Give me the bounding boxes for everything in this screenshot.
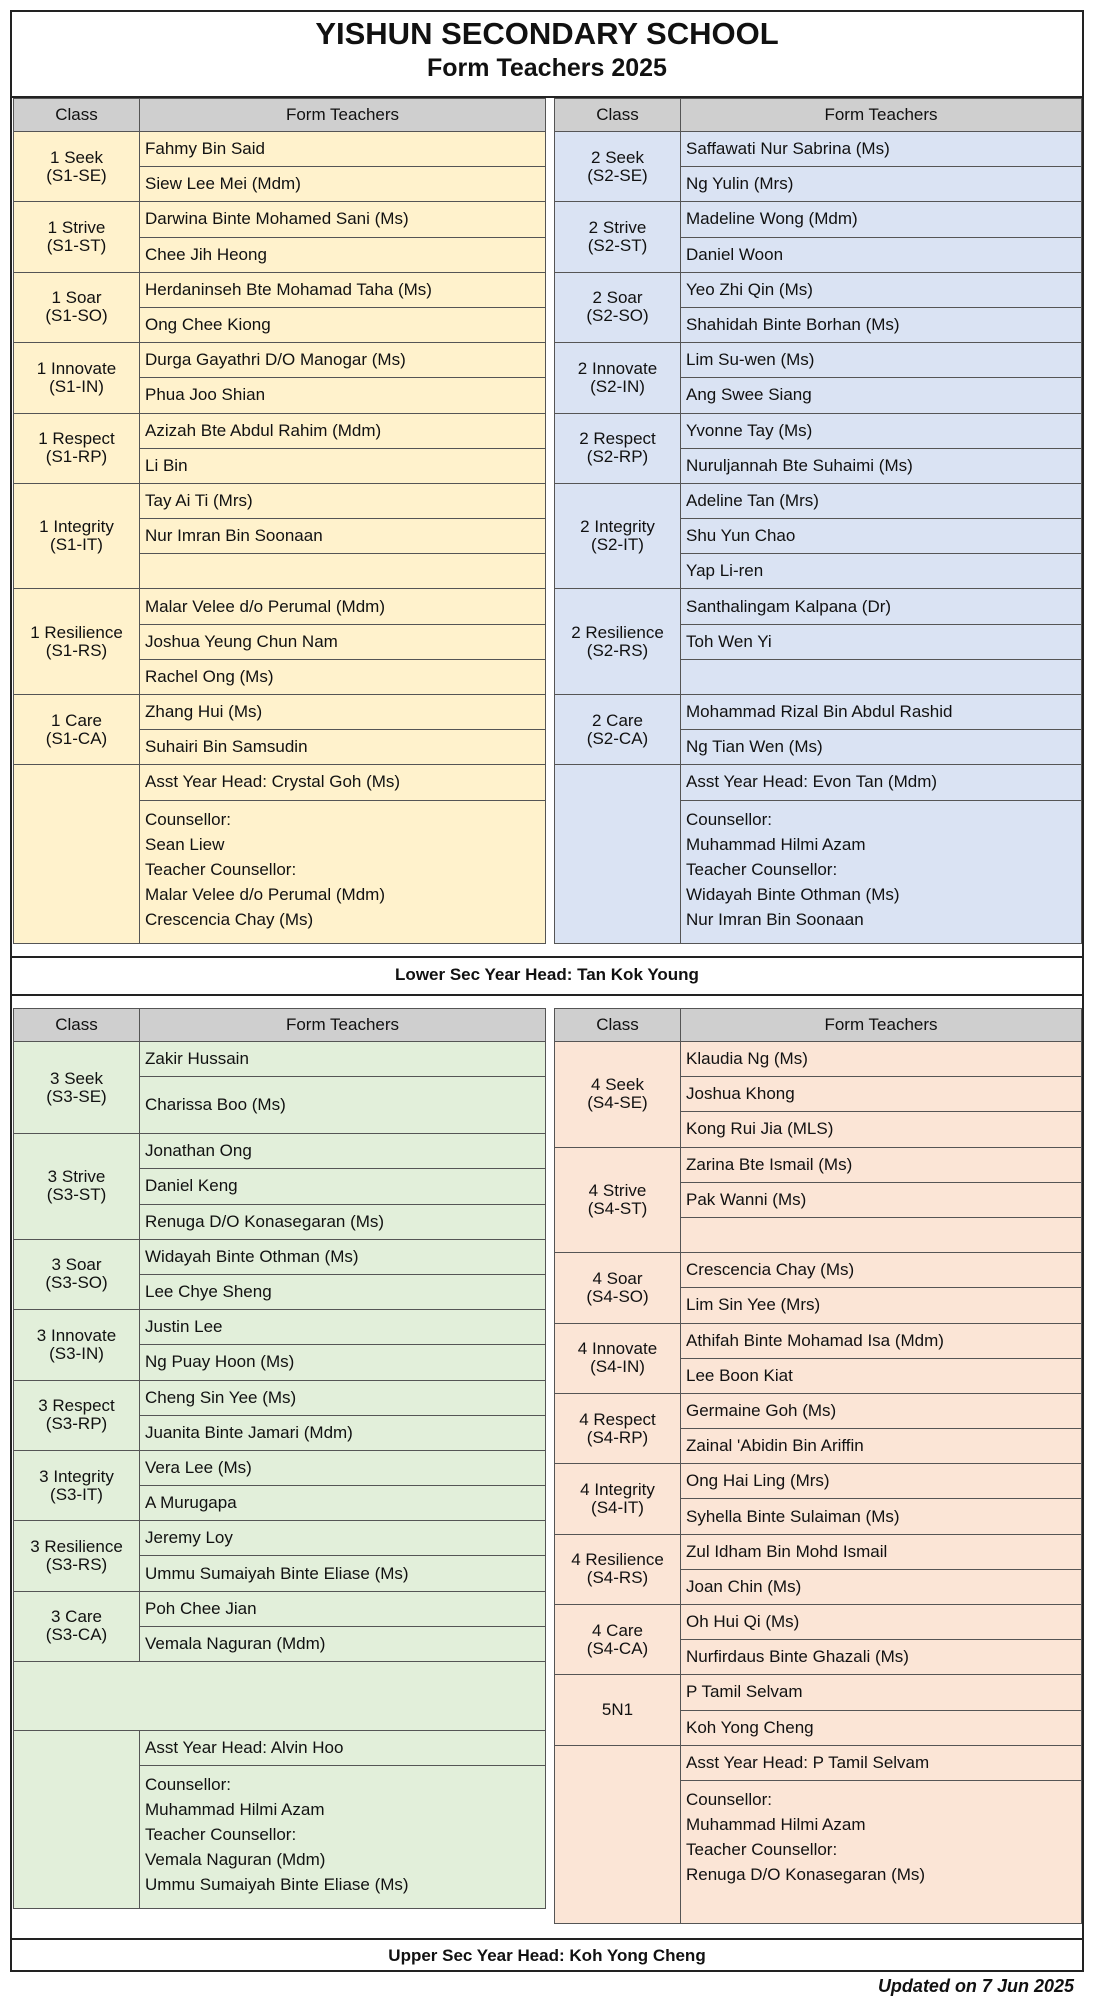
table-row xyxy=(14,1310,546,1345)
class-cell xyxy=(14,1239,140,1309)
teacher-cell: Phua Joo Shian xyxy=(140,378,546,413)
class-name: 2 Soar xyxy=(592,288,643,308)
class-cell xyxy=(555,1464,681,1534)
lower-sec-year-head: Lower Sec Year Head: Tan Kok Young xyxy=(12,956,1082,996)
class-column-header: Class xyxy=(555,1009,681,1042)
teacher-cell: Yap Li-ren xyxy=(681,554,1082,589)
sec1-table xyxy=(13,98,546,944)
class-name: 2 Resilience xyxy=(571,622,664,642)
teacher-cell: Juanita Binte Jamari (Mdm) xyxy=(140,1415,546,1450)
class-code: (S2-RS) xyxy=(586,640,649,660)
teacher-cell: Widayah Binte Othman (Ms) xyxy=(140,1239,546,1274)
table-row xyxy=(14,272,546,307)
class-code: (S1-SO) xyxy=(45,306,108,326)
class-column-header: Class xyxy=(555,99,681,132)
table-row xyxy=(555,202,1082,237)
class-code: (S1-RP) xyxy=(45,447,108,467)
teacher-cell: Santhalingam Kalpana (Dr) xyxy=(681,589,1082,624)
class-code: (S2-SE) xyxy=(587,165,648,185)
teacher-cell: Nuruljannah Bte Suhaimi (Ms) xyxy=(681,448,1082,483)
teacher-cell: Jonathan Ong xyxy=(140,1134,546,1169)
class-code: (S4-IN) xyxy=(590,1357,645,1377)
header-row xyxy=(555,1009,1082,1042)
teacher-cell: Crescencia Chay (Ms) xyxy=(681,1253,1082,1288)
class-name: 3 Respect xyxy=(38,1396,115,1416)
class-cell xyxy=(555,1323,681,1393)
empty-cell xyxy=(14,1731,140,1909)
class-cell xyxy=(14,202,140,272)
class-cell xyxy=(14,1380,140,1450)
teacher-cell: Tay Ai Ti (Mrs) xyxy=(140,483,546,518)
class-cell xyxy=(555,272,681,342)
panel-sec4 xyxy=(554,1008,1082,1924)
class-name: 3 Seek xyxy=(50,1068,103,1088)
table-row xyxy=(555,483,1082,518)
staff-line: Teacher Counsellor: xyxy=(145,859,297,879)
asst-year-head-row xyxy=(555,765,1082,800)
teacher-cell: Fahmy Bin Said xyxy=(140,132,546,167)
teacher-cell: Ong Hai Ling (Mrs) xyxy=(681,1464,1082,1499)
class-name: 2 Seek xyxy=(591,147,644,167)
class-cell xyxy=(555,132,681,202)
timetable-frame xyxy=(10,10,1084,1972)
sec3-table xyxy=(13,1008,546,1909)
teacher-cell: Ng Puay Hoon (Ms) xyxy=(140,1345,546,1380)
class-cell xyxy=(14,483,140,589)
teacher-cell: Justin Lee xyxy=(140,1310,546,1345)
class-name: 3 Care xyxy=(50,1607,103,1627)
class-name: 4 Seek xyxy=(591,1075,644,1095)
class-name: 1 Seek xyxy=(50,147,103,167)
asst-year-head: Asst Year Head: Alvin Hoo xyxy=(140,1731,546,1766)
teacher-cell: Athifah Binte Mohamad Isa (Mdm) xyxy=(681,1323,1082,1358)
panel-sec2 xyxy=(554,98,1082,944)
asst-year-head: Asst Year Head: P Tamil Selvam xyxy=(681,1745,1082,1780)
class-code: (S2-CA) xyxy=(586,728,649,748)
table-row xyxy=(14,589,546,624)
teacher-cell: P Tamil Selvam xyxy=(681,1675,1082,1710)
table-row xyxy=(14,202,546,237)
class-cell xyxy=(555,1042,681,1148)
empty-cell xyxy=(14,1662,546,1731)
teacher-cell: Charissa Boo (Ms) xyxy=(140,1077,546,1134)
staff-line: Crescencia Chay (Ms) xyxy=(145,909,314,929)
teacher-cell: Poh Chee Jian xyxy=(140,1591,546,1626)
teacher-cell: Yeo Zhi Qin (Ms) xyxy=(681,272,1082,307)
class-cell xyxy=(14,1042,140,1134)
asst-year-head: Asst Year Head: Evon Tan (Mdm) xyxy=(681,765,1082,800)
class-code: (S3-CA) xyxy=(45,1625,108,1645)
table-row xyxy=(555,1464,1082,1499)
staff-line: Teacher Counsellor: xyxy=(145,1825,297,1845)
class-name: 4 Care xyxy=(591,1620,644,1640)
class-cell xyxy=(14,1521,140,1591)
counsellor-cell xyxy=(140,1766,546,1909)
table-row xyxy=(555,132,1082,167)
teacher-cell: Li Bin xyxy=(140,448,546,483)
class-code: (S2-ST) xyxy=(587,236,648,256)
class-cell xyxy=(14,413,140,483)
class-name: 3 Resilience xyxy=(30,1536,123,1556)
staff-line: Muhammad Hilmi Azam xyxy=(686,1814,866,1834)
empty-cell xyxy=(555,1745,681,1923)
class-cell xyxy=(14,695,140,765)
table-row xyxy=(14,1591,546,1626)
table-row xyxy=(14,1521,546,1556)
table-row xyxy=(14,132,546,167)
class-column-header: Class xyxy=(14,99,140,132)
teachers-column-header: Form Teachers xyxy=(140,1009,546,1042)
teacher-cell: Zul Idham Bin Mohd Ismail xyxy=(681,1534,1082,1569)
teacher-cell: Cheng Sin Yee (Ms) xyxy=(140,1380,546,1415)
teacher-cell: Vemala Naguran (Mdm) xyxy=(140,1626,546,1661)
class-code: (S3-SE) xyxy=(46,1086,107,1106)
teacher-cell: Toh Wen Yi xyxy=(681,624,1082,659)
class-cell xyxy=(14,132,140,202)
teacher-cell: Suhairi Bin Samsudin xyxy=(140,730,546,765)
class-name: 1 Integrity xyxy=(39,517,114,537)
class-code: (S4-CA) xyxy=(586,1638,649,1658)
panel-sec3 xyxy=(13,1008,546,1909)
teacher-cell: Daniel Keng xyxy=(140,1169,546,1204)
class-cell xyxy=(555,343,681,413)
teacher-cell: Nur Imran Bin Soonaan xyxy=(140,519,546,554)
teacher-cell: Vera Lee (Ms) xyxy=(140,1450,546,1485)
class-code: (S2-IT) xyxy=(591,535,644,555)
class-cell xyxy=(555,1393,681,1463)
table-row xyxy=(14,1239,546,1274)
class-cell xyxy=(14,343,140,413)
class-code: (S2-IN) xyxy=(590,376,645,396)
class-code: (S4-RS) xyxy=(586,1568,649,1588)
table-row xyxy=(14,413,546,448)
class-code: (S3-IN) xyxy=(49,1343,104,1363)
teacher-cell: Adeline Tan (Mrs) xyxy=(681,483,1082,518)
teacher-cell: Zakir Hussain xyxy=(140,1042,546,1077)
teacher-cell: Shahidah Binte Borhan (Ms) xyxy=(681,307,1082,342)
staff-line: Widayah Binte Othman (Ms) xyxy=(686,884,900,904)
class-cell xyxy=(555,1147,681,1253)
staff-line: Counsellor: xyxy=(145,1775,231,1795)
class-name: 1 Strive xyxy=(47,218,106,238)
teacher-cell: Germaine Goh (Ms) xyxy=(681,1393,1082,1428)
class-code: (S4-RP) xyxy=(586,1427,649,1447)
staff-line: Ummu Sumaiyah Binte Eliase (Ms) xyxy=(145,1875,409,1895)
class-cell xyxy=(555,1675,681,1745)
staff-line: Counsellor: xyxy=(686,809,772,829)
teacher-cell: Yvonne Tay (Ms) xyxy=(681,413,1082,448)
class-code: (S1-SE) xyxy=(46,165,107,185)
teacher-cell: Chee Jih Heong xyxy=(140,237,546,272)
class-name: 1 Soar xyxy=(51,288,102,308)
class-cell xyxy=(14,1134,140,1240)
class-cell xyxy=(555,483,681,589)
panel-sec1 xyxy=(13,98,546,944)
sec4-table xyxy=(554,1008,1082,1924)
teacher-cell xyxy=(140,554,546,589)
class-name: 2 Integrity xyxy=(580,517,655,537)
teacher-cell: Darwina Binte Mohamed Sani (Ms) xyxy=(140,202,546,237)
class-name: 4 Innovate xyxy=(577,1339,658,1359)
teacher-cell: Zarina Bte Ismail (Ms) xyxy=(681,1147,1082,1182)
teacher-cell: Zainal 'Abidin Bin Ariffin xyxy=(681,1429,1082,1464)
sec2-table xyxy=(554,98,1082,944)
class-code: (S2-SO) xyxy=(586,306,649,326)
class-code: (S1-IN) xyxy=(49,376,104,396)
class-cell xyxy=(14,1310,140,1380)
class-name: 4 Respect xyxy=(579,1409,656,1429)
table-row xyxy=(555,1605,1082,1640)
teacher-cell: Lim Sin Yee (Mrs) xyxy=(681,1288,1082,1323)
class-cell xyxy=(555,1605,681,1675)
counsellor-cell xyxy=(140,800,546,943)
class-cell xyxy=(555,413,681,483)
asst-year-head: Asst Year Head: Crystal Goh (Ms) xyxy=(140,765,546,800)
staff-line: Sean Liew xyxy=(145,834,225,854)
school-name: YISHUN SECONDARY SCHOOL xyxy=(315,16,779,51)
teacher-cell xyxy=(681,1217,1082,1252)
class-cell xyxy=(555,1253,681,1323)
teacher-cell: Koh Yong Cheng xyxy=(681,1710,1082,1745)
teacher-cell: Durga Gayathri D/O Manogar (Ms) xyxy=(140,343,546,378)
teacher-cell: Syhella Binte Sulaiman (Ms) xyxy=(681,1499,1082,1534)
table-row xyxy=(555,343,1082,378)
class-column-header: Class xyxy=(14,1009,140,1042)
teacher-cell: Pak Wanni (Ms) xyxy=(681,1182,1082,1217)
table-row xyxy=(14,1134,546,1169)
staff-line: Counsellor: xyxy=(145,809,231,829)
table-row xyxy=(555,1534,1082,1569)
counsellor-cell xyxy=(681,800,1082,943)
table-row xyxy=(555,589,1082,624)
teacher-cell: Ong Chee Kiong xyxy=(140,307,546,342)
table-row xyxy=(555,695,1082,730)
teacher-cell: Oh Hui Qi (Ms) xyxy=(681,1605,1082,1640)
class-name: 2 Innovate xyxy=(577,358,658,378)
class-name: 1 Innovate xyxy=(36,358,117,378)
empty-cell xyxy=(14,765,140,943)
class-name: 5N1 xyxy=(601,1700,634,1720)
teacher-cell xyxy=(681,659,1082,694)
table-row xyxy=(14,695,546,730)
asst-year-head-row xyxy=(555,1745,1082,1780)
teacher-cell: Nurfirdaus Binte Ghazali (Ms) xyxy=(681,1640,1082,1675)
table-row xyxy=(555,1253,1082,1288)
class-name: 2 Strive xyxy=(588,218,647,238)
header-row xyxy=(14,1009,546,1042)
class-code: (S4-SO) xyxy=(586,1286,649,1306)
staff-line: Teacher Counsellor: xyxy=(686,859,838,879)
teacher-cell: Joan Chin (Ms) xyxy=(681,1569,1082,1604)
staff-line: Malar Velee d/o Perumal (Mdm) xyxy=(145,884,385,904)
teacher-cell: Malar Velee d/o Perumal (Mdm) xyxy=(140,589,546,624)
class-name: 4 Resilience xyxy=(571,1550,664,1570)
teacher-cell: Lee Boon Kiat xyxy=(681,1358,1082,1393)
class-cell xyxy=(555,589,681,695)
staff-line: Muhammad Hilmi Azam xyxy=(145,1800,325,1820)
class-name: 1 Care xyxy=(50,710,103,730)
table-row xyxy=(555,1323,1082,1358)
table-row xyxy=(14,1380,546,1415)
table-row xyxy=(555,1393,1082,1428)
class-name: 2 Respect xyxy=(579,429,656,449)
header-row xyxy=(555,99,1082,132)
class-cell xyxy=(555,1534,681,1604)
teacher-cell: Saffawati Nur Sabrina (Ms) xyxy=(681,132,1082,167)
teacher-cell: Daniel Woon xyxy=(681,237,1082,272)
class-code: (S3-IT) xyxy=(50,1484,103,1504)
teacher-cell: Shu Yun Chao xyxy=(681,519,1082,554)
updated-date: Updated on 7 Jun 2025 xyxy=(877,1976,1074,1996)
class-name: 1 Resilience xyxy=(30,622,123,642)
class-code: (S1-IT) xyxy=(50,535,103,555)
class-cell xyxy=(14,589,140,695)
table-row xyxy=(555,1147,1082,1182)
class-cell xyxy=(555,695,681,765)
teacher-cell: Ng Tian Wen (Ms) xyxy=(681,730,1082,765)
table-row xyxy=(14,1042,546,1077)
teacher-cell: Siew Lee Mei (Mdm) xyxy=(140,167,546,202)
teacher-cell: Zhang Hui (Ms) xyxy=(140,695,546,730)
asst-year-head-row xyxy=(14,765,546,800)
class-code: (S3-RS) xyxy=(45,1554,108,1574)
class-name: 3 Soar xyxy=(51,1255,102,1275)
teacher-cell: Klaudia Ng (Ms) xyxy=(681,1042,1082,1077)
teachers-column-header: Form Teachers xyxy=(681,1009,1082,1042)
class-code: (S3-ST) xyxy=(46,1185,107,1205)
teacher-cell: Herdaninseh Bte Mohamad Taha (Ms) xyxy=(140,272,546,307)
teacher-cell: Kong Rui Jia (MLS) xyxy=(681,1112,1082,1147)
class-cell xyxy=(14,1591,140,1661)
teacher-cell: Joshua Khong xyxy=(681,1077,1082,1112)
upper-sec-year-head: Upper Sec Year Head: Koh Yong Cheng xyxy=(12,1938,1082,1974)
asst-year-head-row xyxy=(14,1731,546,1766)
class-code: (S3-SO) xyxy=(45,1273,108,1293)
class-cell xyxy=(555,202,681,272)
table-row xyxy=(14,1450,546,1485)
teacher-cell: Madeline Wong (Mdm) xyxy=(681,202,1082,237)
teachers-column-header: Form Teachers xyxy=(140,99,546,132)
class-code: (S1-RS) xyxy=(45,640,108,660)
teacher-cell: Mohammad Rizal Bin Abdul Rashid xyxy=(681,695,1082,730)
class-name: 1 Respect xyxy=(38,429,115,449)
page-title: Form Teachers 2025 xyxy=(427,54,667,82)
class-code: (S4-IT) xyxy=(591,1497,644,1517)
table-row xyxy=(555,1675,1082,1710)
teacher-cell: Renuga D/O Konasegaran (Ms) xyxy=(140,1204,546,1239)
table-row xyxy=(14,483,546,518)
counsellor-cell xyxy=(681,1780,1082,1923)
staff-line: Renuga D/O Konasegaran (Ms) xyxy=(686,1864,926,1884)
teacher-cell: A Murugapa xyxy=(140,1486,546,1521)
teacher-cell: Lee Chye Sheng xyxy=(140,1274,546,1309)
class-name: 2 Care xyxy=(591,710,644,730)
class-code: (S2-RP) xyxy=(586,447,649,467)
staff-line: Teacher Counsellor: xyxy=(686,1839,838,1859)
staff-line: Nur Imran Bin Soonaan xyxy=(686,909,864,929)
staff-line: Counsellor: xyxy=(686,1789,772,1809)
teacher-cell: Rachel Ong (Ms) xyxy=(140,659,546,694)
class-cell xyxy=(14,272,140,342)
class-code: (S1-CA) xyxy=(45,728,108,748)
class-code: (S4-SE) xyxy=(587,1093,648,1113)
teacher-cell: Lim Su-wen (Ms) xyxy=(681,343,1082,378)
teacher-cell: Azizah Bte Abdul Rahim (Mdm) xyxy=(140,413,546,448)
header-row xyxy=(14,99,546,132)
spacer-row xyxy=(14,1662,546,1731)
teacher-cell: Joshua Yeung Chun Nam xyxy=(140,624,546,659)
class-code: (S1-ST) xyxy=(46,236,107,256)
teacher-cell: Jeremy Loy xyxy=(140,1521,546,1556)
teacher-cell: Ummu Sumaiyah Binte Eliase (Ms) xyxy=(140,1556,546,1591)
class-name: 4 Integrity xyxy=(580,1479,655,1499)
teacher-cell: Ng Yulin (Mrs) xyxy=(681,167,1082,202)
staff-line: Muhammad Hilmi Azam xyxy=(686,834,866,854)
class-name: 4 Soar xyxy=(592,1268,643,1288)
table-row xyxy=(555,1042,1082,1077)
class-name: 3 Integrity xyxy=(39,1466,114,1486)
staff-line: Vemala Naguran (Mdm) xyxy=(145,1850,326,1870)
table-row xyxy=(555,272,1082,307)
empty-cell xyxy=(555,765,681,943)
teacher-cell: Ang Swee Siang xyxy=(681,378,1082,413)
class-cell xyxy=(14,1450,140,1520)
class-code: (S4-ST) xyxy=(587,1198,648,1218)
table-row xyxy=(14,343,546,378)
teachers-column-header: Form Teachers xyxy=(681,99,1082,132)
class-name: 3 Strive xyxy=(47,1167,106,1187)
class-name: 3 Innovate xyxy=(36,1325,117,1345)
class-name: 4 Strive xyxy=(588,1180,647,1200)
class-code: (S3-RP) xyxy=(45,1414,108,1434)
table-row xyxy=(555,413,1082,448)
